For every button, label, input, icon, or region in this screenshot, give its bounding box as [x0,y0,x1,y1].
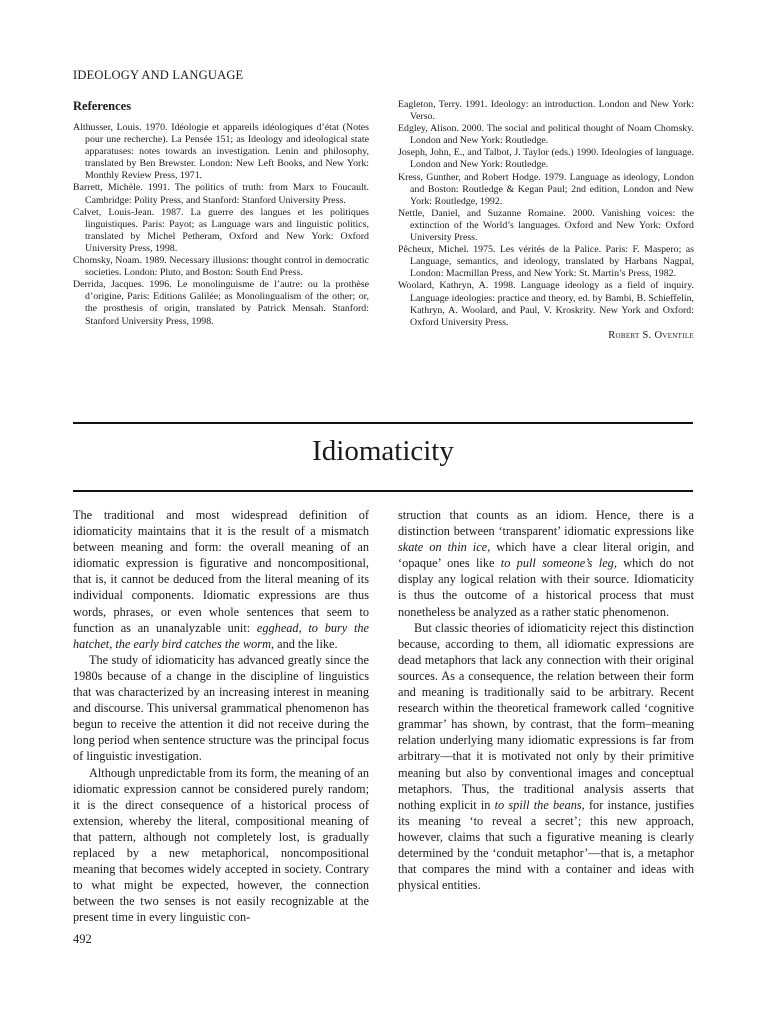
idiom-example: to spill the beans, [494,797,585,812]
text-run: which have a clear literal origin, and ‘opaque’ ones like [398,540,694,571]
text-run: struction that counts as an idiom. Hence, there is a distinction between ‘transparent’ idiomatic expressions like [398,508,694,539]
body-paragraph [73,507,369,652]
reference-entry: Edgley, Alison. 2000. The social and political thought of Noam Chomsky. London and New York: Routledge. [398,123,694,147]
idiom-example: to pull someone’s leg, [500,556,617,571]
idiom-examples: egghead, to bury the hatchet, the early bird catches the worm, [73,620,369,651]
references-left-column [73,99,369,328]
body-paragraph [398,620,694,894]
text-run: which do not display any logical relation with their source. Idiomaticity is thus the outcome of a historical process that must nonetheless be analyzed as a rather static phenomenon. [398,556,694,619]
reference-entry: Kress, Gunther, and Robert Hodge. 1979. Language as ideology, London and Boston: Routledge & Kegan Paul; 2nd edition, London and New York: Routledge, 1992. [398,171,694,207]
body-paragraph: The study of idiomaticity has advanced greatly since the 1980s because of a change in the discipline of linguistics that was characterized by an increasing interest in meaning and discourse. This universal grammatical phenomenon has begun to receive the attention it did not receive during the long period when sentence structure was the principal focus of linguistic investigation. [73,652,369,764]
article-title: Idiomaticity [312,435,454,467]
reference-entry: Chomsky, Noam. 1989. Necessary illusions: thought control in democratic societies. London: Pluto, and Boston: South End Press. [73,255,369,279]
body-left-column [73,507,369,925]
reference-entry: Woolard, Kathryn, A. 1998. Language ideology as a field of inquiry. Language ideologies: practice and theory, ed. by Bambi, B. Schieffelin, Kathryn, A. Woolard, and Paul, V. Kroskrity. New York and Oxford: Oxford University Press. [398,280,694,328]
body-right-column [398,507,694,893]
running-head: IDEOLOGY AND LANGUAGE [73,68,244,82]
reference-entry: Nettle, Daniel, and Suzanne Romaine. 2000. Vanishing voices: the extinction of the World’s languages. Oxford and New York: Oxford University Press. [398,207,694,244]
page-number: 492 [73,932,92,946]
reference-entry: Derrida, Jacques. 1996. Le monolinguisme de l’autre: ou la prothèse d’origine, Paris: Editions Galilée; as Monolingualism of the other; or, the prosthesis of origin, translated by Patrick Mensah. Stanford: Stanford University Press, 1998. [73,279,369,327]
references-heading: References [73,99,132,113]
idiom-example: skate on thin ice, [398,540,491,555]
reference-entry: Joseph, John, E., and Talbot, J. Taylor (eds.) 1990. Ideologies of language. London and New York: Routledge. [398,147,694,171]
reference-entry: Calvet, Louis-Jean. 1987. La guerre des langues et les politiques linguistiques. Paris: Payot; as Language wars and linguistic politics, translated by Michel Petheram, Oxford and New York: Oxford University Press, 1998. [73,206,369,254]
title-rule-bottom [73,490,693,492]
reference-entry: Eagleton, Terry. 1991. Ideology: an introduction. London and New York: Verso. [398,99,694,123]
text-run: But classic theories of idiomaticity reject this distinction because, according to them, all idiomatic expressions are dead metaphors that lack any connection with their original sources. As a consequence, the relation between their form and meaning is traditionally said to be arbitrary. Recent research within the theoretical framework called ‘cognitive grammar’ has shown, by contrast, that the form–meaning relation underlying many idiomatic expressions is far from arbitrary—that it is motivated not only by their primitive meaning but also by conventional images and conceptual metaphors. Thus, the traditional analysis asserts that nothing explicit in [398,620,694,812]
reference-entry: Barrett, Michèle. 1991. The politics of truth: from Marx to Foucault. Cambridge: Polity Press, and Stanford: Stanford University Press. [73,182,369,206]
text-run: The traditional and most widespread definition of idiomaticity maintains that it is the result of a mismatch between meaning and form: the overall meaning of an idiomatic expression is figurative and noncompositional, that is, it cannot be deduced from the literal meaning of its individual components. Idiomatic expressions are thus words, phrases, or even whole sentences that seem to function as an unanalyzable unit: [73,508,369,635]
body-paragraph: Although unpredictable from its form, the meaning of an idiomatic expression cannot be considered purely random; it is the direct consequence of a historical process of extension, whereby the literal, compositional meaning of that pattern, although not completely lost, is gradually replaced by a new metaphorical, noncompositional meaning that becomes widely accepted in society. Contrary to what might be expected, however, the connection between the two senses is not easily recognizable at the present time in every linguistic con- [73,765,369,925]
body-paragraph [398,507,694,620]
text-run: for instance, justifies its meaning ‘to reveal a secret’; this new approach, however, claims that such a figurative meaning is clearly determined by the ‘conduit metaphor’—that is, a metaphor that compares the mind with a container and ideas with physical entities. [398,797,694,893]
text-run: and the like. [274,636,338,651]
reference-entry: Althusser, Louis. 1970. Idéologie et appareils idéologiques d’état (Notes pour une recherche). La Pensée 151; as Ideology and ideological state apparatuses: notes towards an investigation. Lenin and philosophy, translated by Ben Brewster. London: New Left Books, and New York: Monthly Review Press, 1971. [73,122,369,182]
reference-entry: Pêcheux, Michel. 1975. Les vérités de la Palice. Paris: F. Maspero; as Language, semantics, and ideology, translated by Harbans Nagpal, London: Macmillan Press, and New York: St. Martin’s Press, 1982. [398,244,694,280]
references-right-column [398,99,694,341]
author-signature: Robert S. Oventile [608,329,694,341]
title-rule-top [73,422,693,424]
